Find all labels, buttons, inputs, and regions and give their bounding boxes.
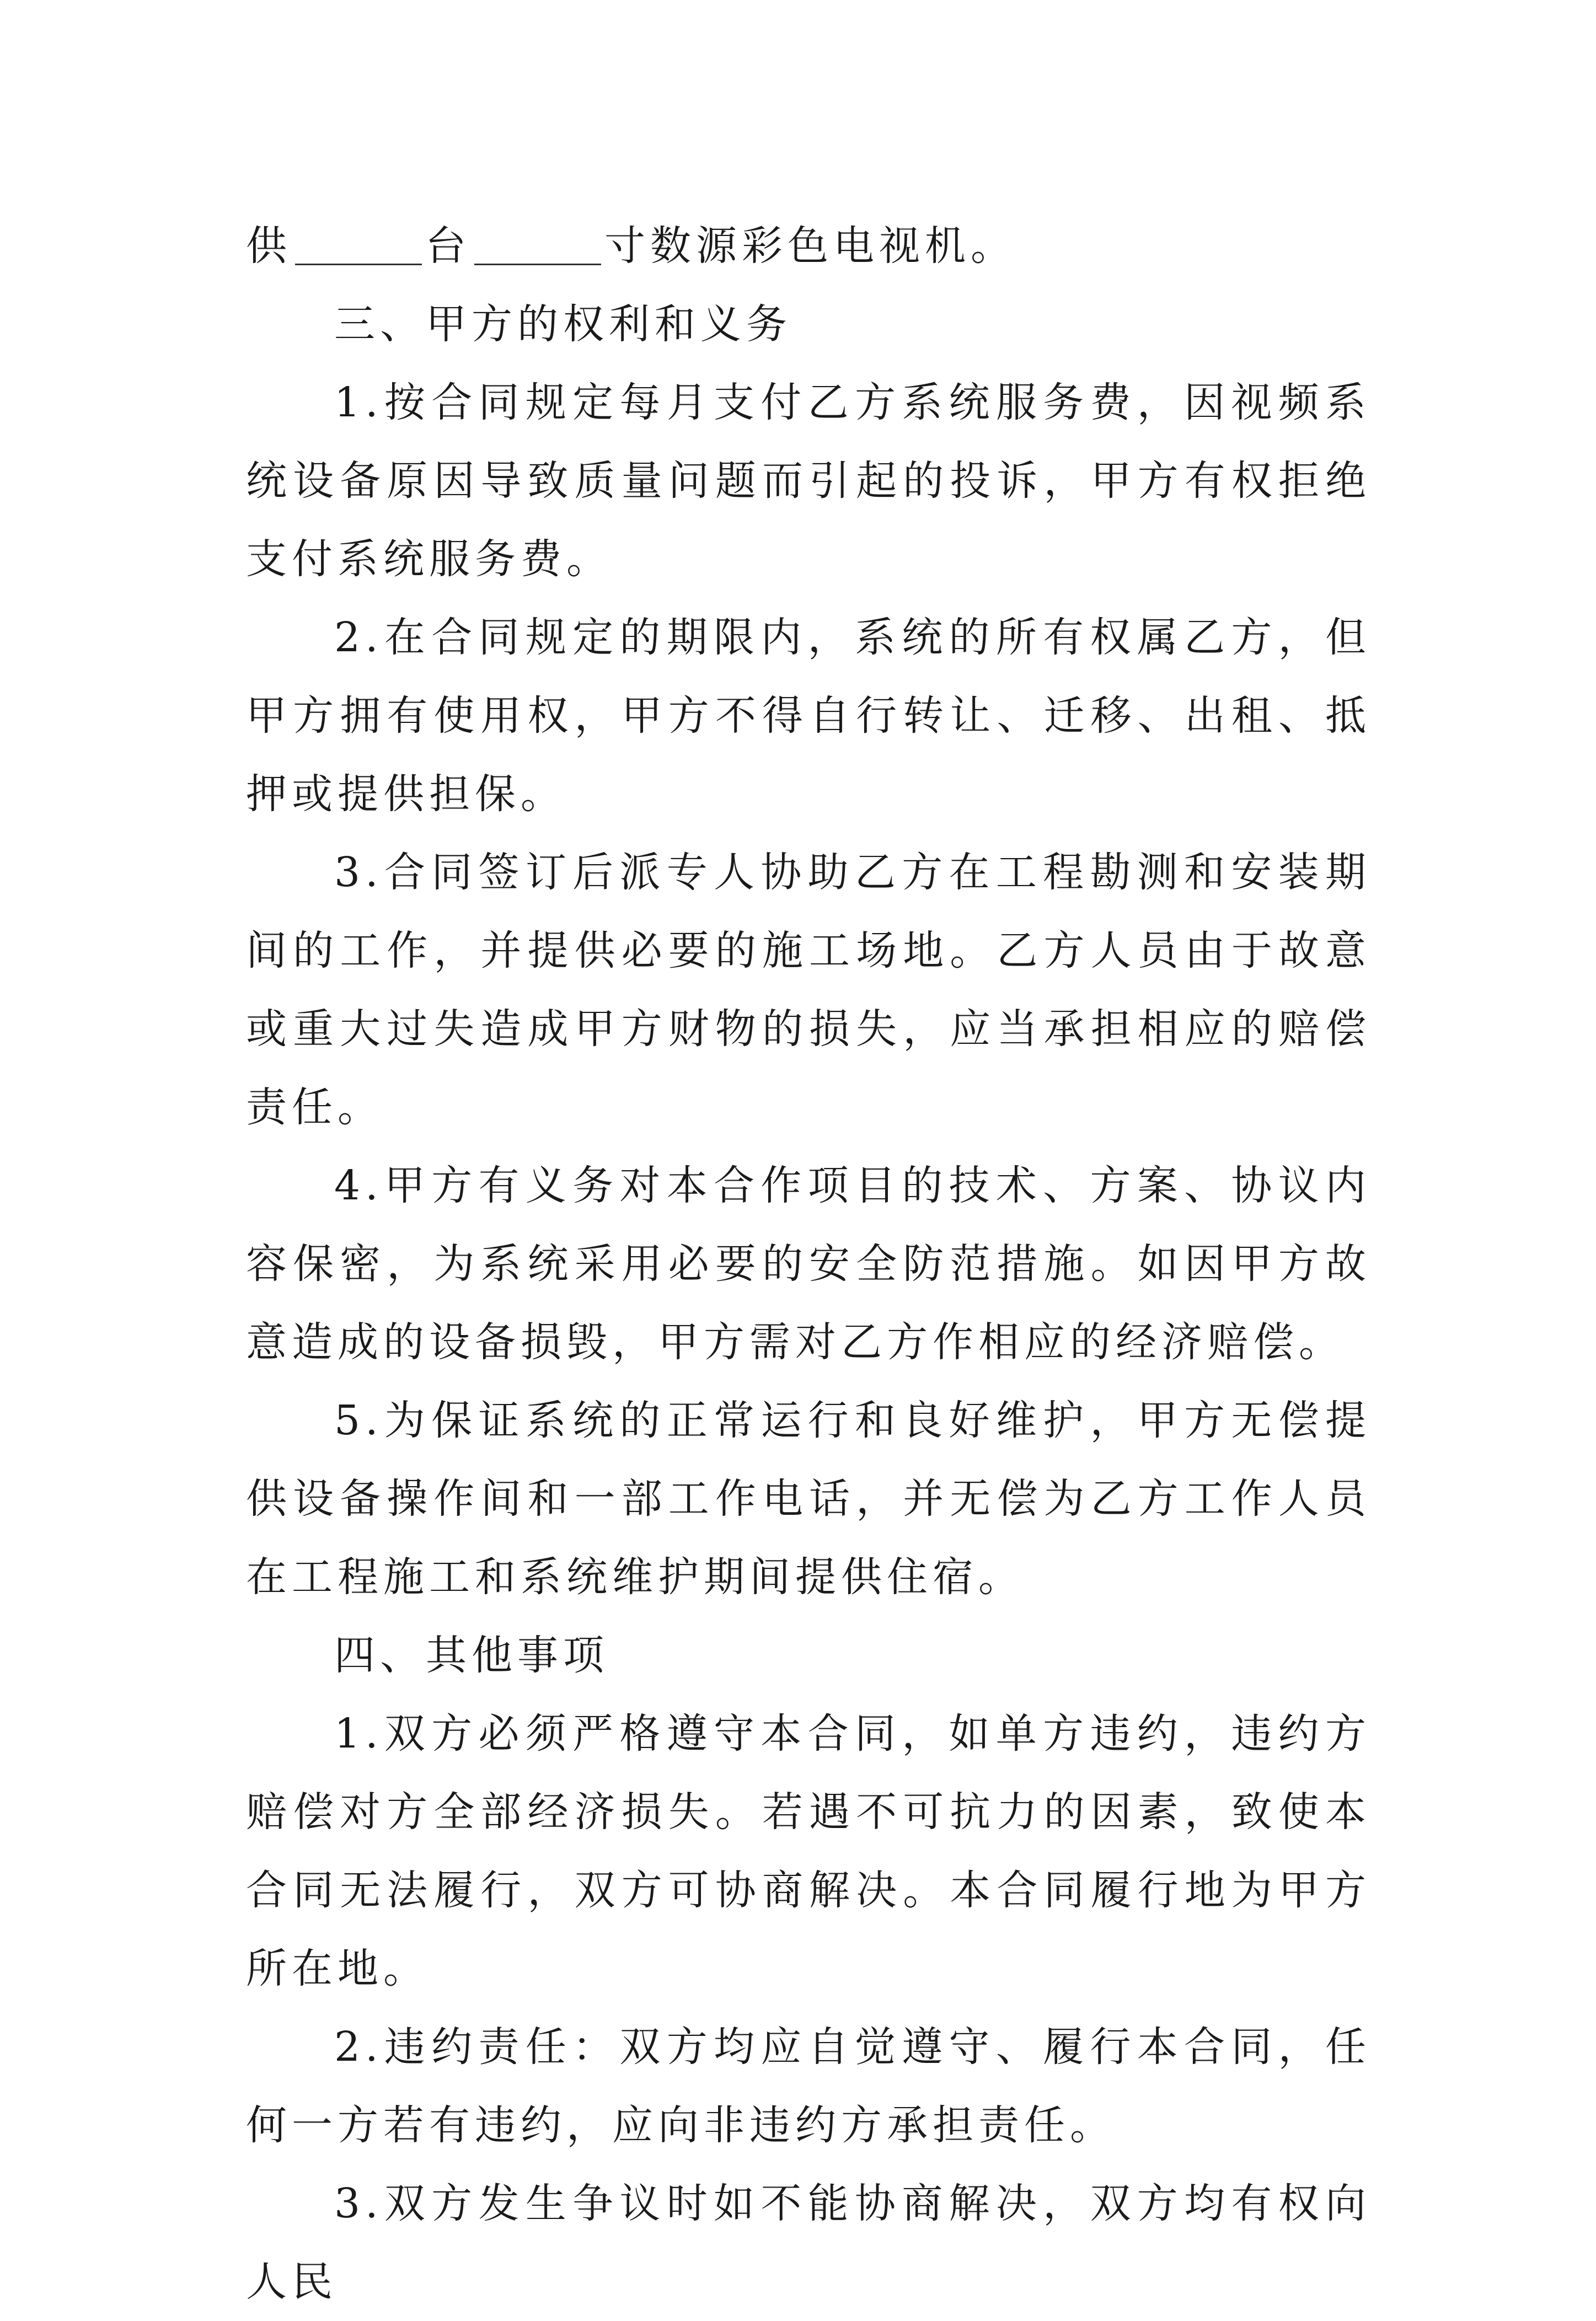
section3-item-4: 4.甲方有义务对本合作项目的技术、方案、协议内容保密，为系统采用必要的安全防范措施。如因甲方故意造成的设备损毁，甲方需对乙方作相应的经济赔偿。 — [246, 1162, 1371, 1366]
document-body — [246, 207, 1371, 2321]
section-heading-4: 四、其他事项 — [334, 1632, 609, 1679]
section-heading-3: 三、甲方的权利和义务 — [334, 301, 792, 348]
blank-size-field[interactable] — [474, 223, 601, 265]
first-line-part1: 供 — [246, 222, 292, 270]
section3-item-2: 2.在合同规定的期限内，系统的所有权属乙方，但甲方拥有使用权，甲方不得自行转让、迁移、出租、抵押或提供担保。 — [246, 614, 1371, 818]
section4-item-3: 3.双方发生争议时如不能协商解决，双方均有权向人民 — [246, 2180, 1371, 2306]
first-line — [246, 207, 1371, 285]
section4-item-1: 1.双方必须严格遵守本合同，如单方违约，违约方赔偿对方全部经济损失。若遇不可抗力的因素，致使本合同无法履行，双方可协商解决。本合同履行地为甲方所在地。 — [246, 1710, 1371, 1992]
first-line-part2: 台 — [425, 222, 471, 270]
section3-item-1: 1.按合同规定每月支付乙方系统服务费，因视频系统设备原因导致质量问题而引起的投诉，甲方有权拒绝支付系统服务费。 — [246, 379, 1371, 583]
blank-quantity-field[interactable] — [295, 223, 422, 265]
section4-item-2: 2.违约责任：双方均应自觉遵守、履行本合同，任何一方若有违约，应向非违约方承担责任。 — [246, 2023, 1371, 2149]
section3-item-5: 5.为保证系统的正常运行和良好维护，甲方无偿提供设备操作间和一部工作电话，并无偿为乙方工作人员在工程施工和系统维护期间提供住宿。 — [246, 1397, 1371, 1601]
section3-item-3: 3.合同签订后派专人协助乙方在工程勘测和安装期间的工作，并提供必要的施工场地。乙方人员由于故意或重大过失造成甲方财物的损失，应当承担相应的赔偿责任。 — [246, 849, 1371, 1131]
first-line-part3: 寸数源彩色电视机。 — [604, 222, 1016, 270]
